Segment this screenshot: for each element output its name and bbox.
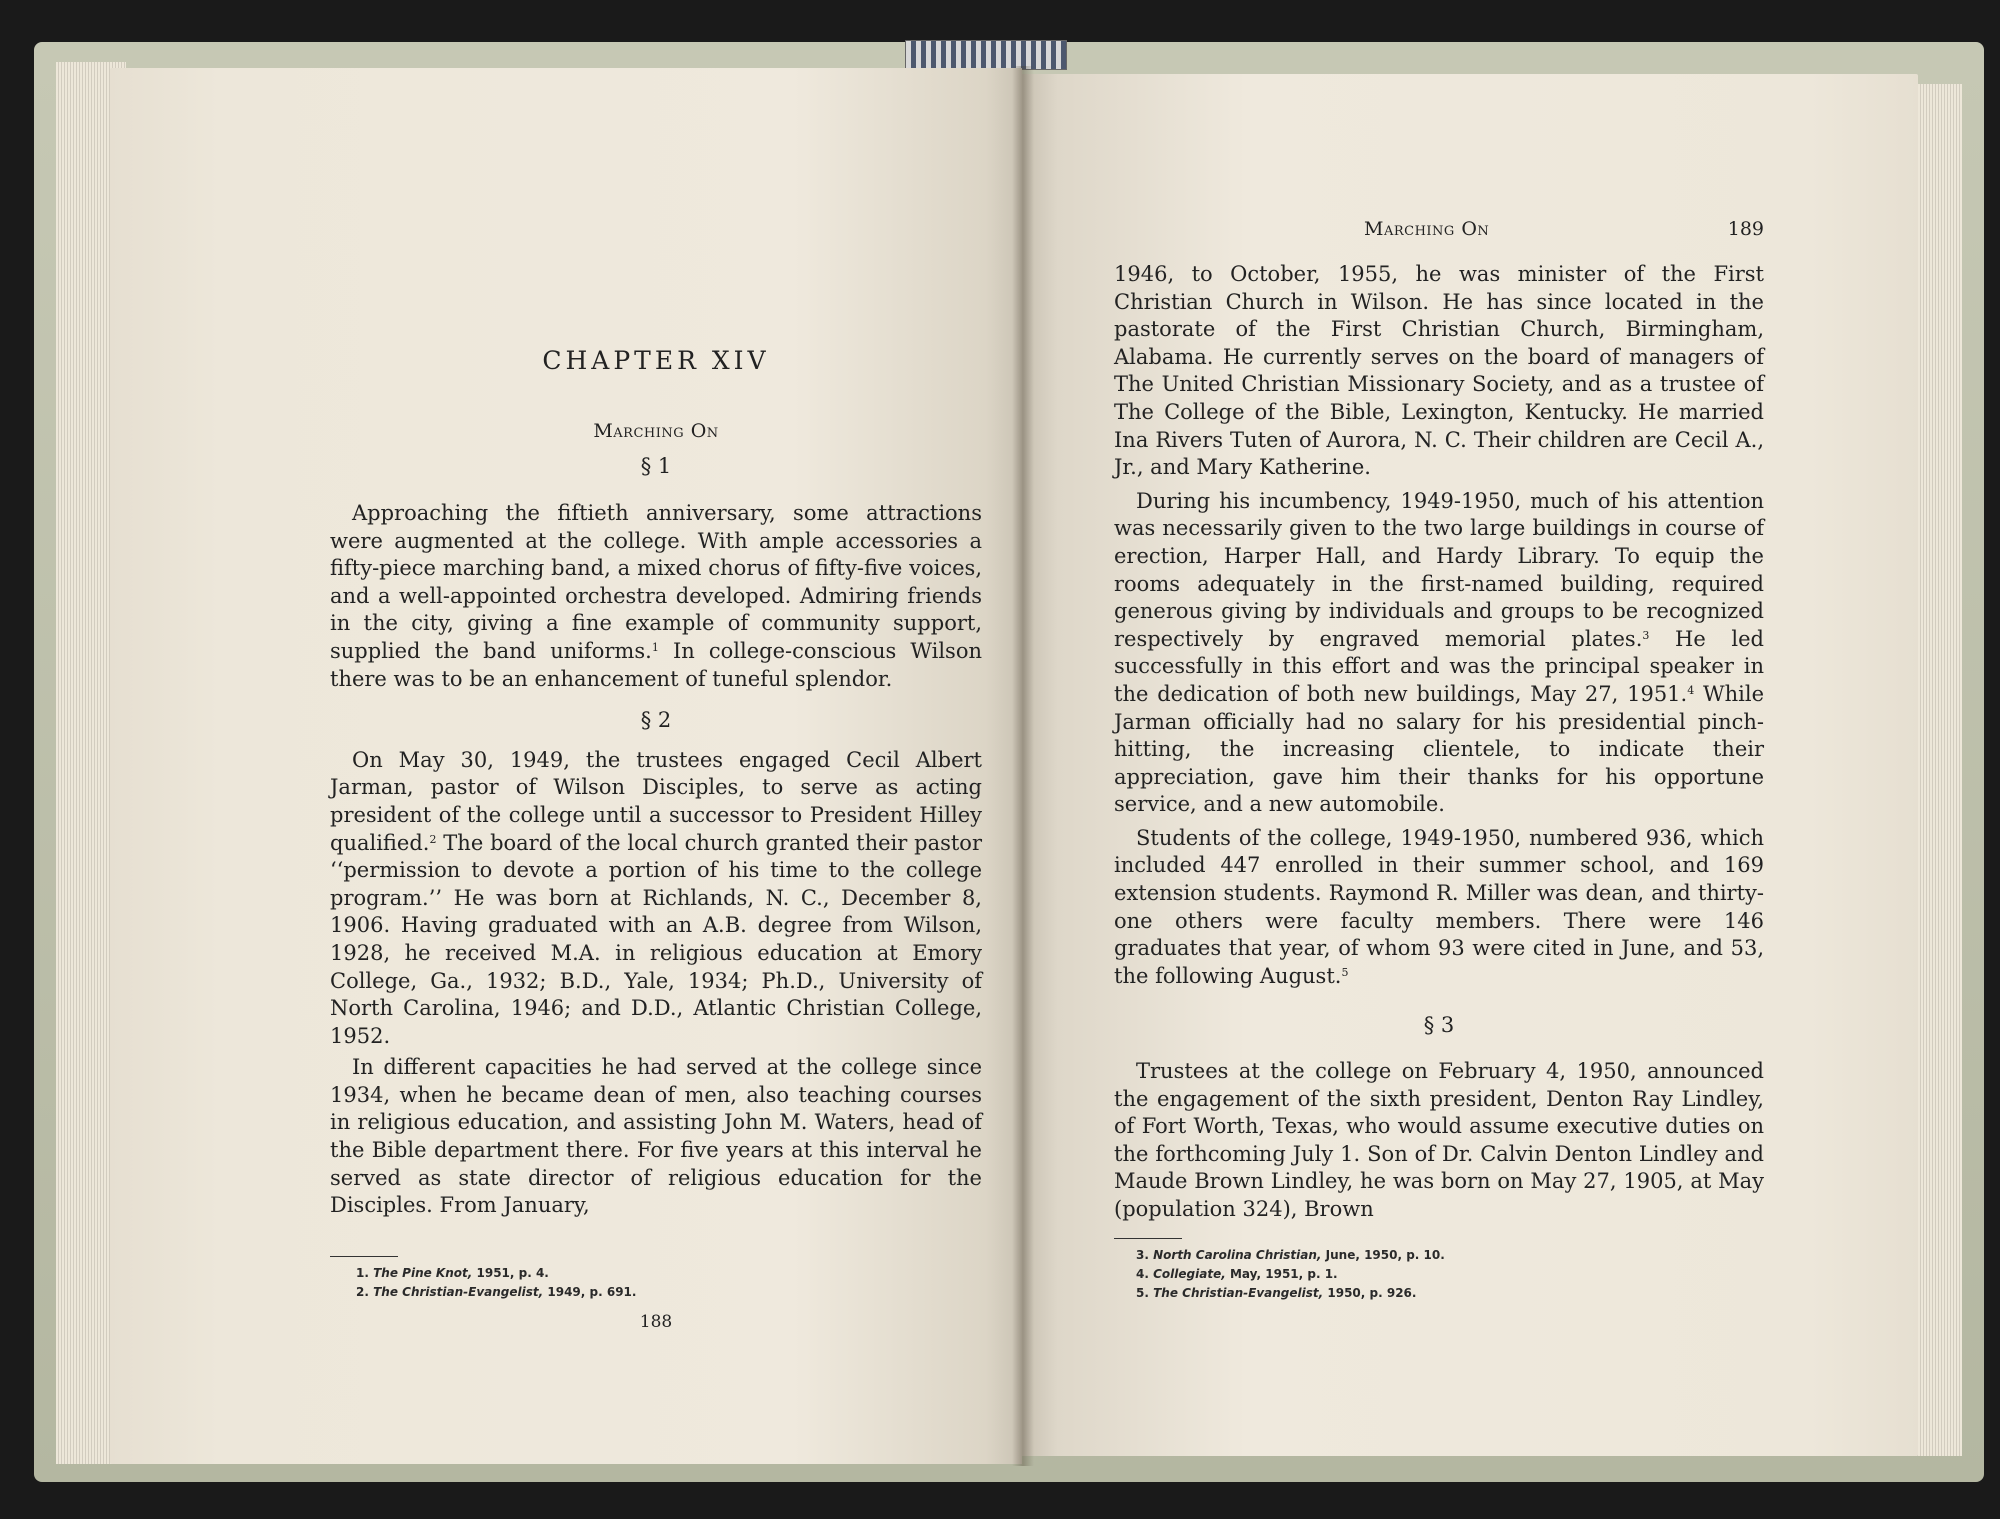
footnote-ref: 1 [651,640,659,654]
right-page-body [1114,261,1764,1224]
paragraph: Trustees at the college on February 4, 1950, announced the engagement of the sixth president, Denton Ray Lindley, of Fort Worth, Texas, who would assume executive duties on the forthcoming July 1. Son of Dr. Calvin Denton Lindley and Maude Brown Lindley, he was born on May 27, 1905, at May (population 324), Brown [1114,1059,1764,1221]
footnote-rule [330,1256,398,1257]
right-footnotes [1136,1246,1445,1303]
running-head-title: Marching On [1364,218,1490,240]
paragraph-text: Approaching the fiftieth anniversary, some attractions were augmented at the college. With ample accessories a fifty-piece marching band, a mixed chorus of fifty-five voices, and a well-appointed orchestra developed. Admiring friends in the city, giving a fine example of community support, supplied the band uniforms. [330,501,982,663]
paragraph-text: In college-conscious Wilson there was to be an enhancement of tuneful splendor. [330,638,982,691]
footnote-ref: 5 [1341,965,1349,979]
footnote-ref: 2 [429,832,437,846]
section-3-marker: § 3 [1423,1013,1455,1038]
paragraph-text: During his incumbency, 1949-1950, much of his attention was necessarily given to the two large buildings in course of erection, Harper Hall, and Hardy Library. To equip the rooms adequately in the first-named building, required generous giving by individuals and groups to be recognized respectively by engraved memorial plates. [1114,488,1764,651]
footnote [356,1283,636,1302]
footnote-ref: 3 [1642,628,1650,642]
footnote-detail: 1950, p. 926. [1323,1286,1417,1300]
paragraph: In different capacities he had served at the college since 1934, when he became dean of men, also teaching courses in religious education, and assisting John M. Waters, head of the Bible department there. For five years at this interval he served as state director of religious education for the Disciples. From January, [330,1055,982,1218]
footnote [1136,1246,1445,1265]
footnote [1136,1265,1445,1284]
footnote-ref: 4 [1687,683,1695,697]
paragraph-text: Students of the college, 1949-1950, numbered 936, which included 447 enrolled in their summer school, and 169 extension students. Raymond R. Miller was dean, and thirty-one others were faculty members. There were 146 graduates that year, of whom 93 were cited in June, and 53, the following August. [1114,825,1764,988]
footnote-number: 5. [1136,1286,1149,1300]
paragraph: 1946, to October, 1955, he was minister of the First Christian Church in Wilson. He has since located in the pastorate of the First Christian Church, Birmingham, Alabama. He currently serves on the board of managers of The United Christian Missionary Society, and as a trustee of The College of the Bible, Lexington, Kentucky. He married Ina Rivers Tuten of Aurora, N. C. Their children are Cecil A., Jr., and Mary Katherine. [1114,262,1764,480]
footnote-source: North Carolina Christian, [1153,1248,1322,1262]
footnote-detail: 1951, p. 4. [472,1266,549,1280]
paragraph [1114,825,1764,991]
footnote [356,1264,636,1283]
paragraph-text: The board of the local church granted their pastor ‘‘permission to devote a portion of his time to the college program.’’ He was born at Richlands, N. C., December 8, 1906. Having graduated with an A.B. degree from Wilson, 1928, he received M.A. in religious education at Emory College, Ga., 1932; B.D., Yale, 1934; Ph.D., University of North Carolina, 1946; and D.D., Atlantic Christian College, 1952. [330,830,982,1048]
paragraph [1114,488,1764,819]
section-2-marker: § 2 [640,708,672,733]
footnote-source: Collegiate, [1153,1267,1226,1281]
page-number-left: 188 [639,1312,673,1332]
paragraph [330,500,982,693]
paragraph [330,747,982,1051]
footnote-number: 4. [1136,1267,1149,1281]
footnote-detail: June, 1950, p. 10. [1321,1248,1445,1262]
left-page-body [330,500,982,1220]
footnote [1136,1284,1445,1303]
footnote-source: The Christian-Evangelist, [373,1285,544,1299]
paragraph-text: While Jarman officially had no salary for his presidential pinch-hitting, the increasing clientele, to indicate their appreciation, gave him their thanks for his opportune service, and a new automobile. [1114,681,1764,817]
paragraph-text: He led successfully in this effort and was the principal speaker in the dedication of both new buildings, May 27, 1951. [1114,626,1764,706]
footnote-detail: 1949, p. 691. [543,1285,637,1299]
page-number-right: 189 [1727,218,1764,240]
footnote-detail: May, 1951, p. 1. [1225,1267,1338,1281]
book-headband [905,40,1067,70]
footnote-source: The Pine Knot, [373,1266,473,1280]
footnote-number: 1. [356,1266,369,1280]
paragraph-text: On May 30, 1949, the trustees engaged Cecil Albert Jarman, pastor of Wilson Disciples, to serve as acting president of the college until a successor to President Hilley qualified. [330,747,982,855]
chapter-subtitle: Marching On [593,420,719,442]
footnote-rule [1114,1238,1182,1239]
section-1-marker: § 1 [640,454,672,478]
footnote-source: The Christian-Evangelist, [1153,1286,1324,1300]
left-footnotes [356,1264,636,1302]
chapter-title: CHAPTER XIV [542,346,770,375]
book-gutter [1012,66,1034,1466]
footnote-number: 2. [356,1285,369,1299]
footnote-number: 3. [1136,1248,1149,1262]
